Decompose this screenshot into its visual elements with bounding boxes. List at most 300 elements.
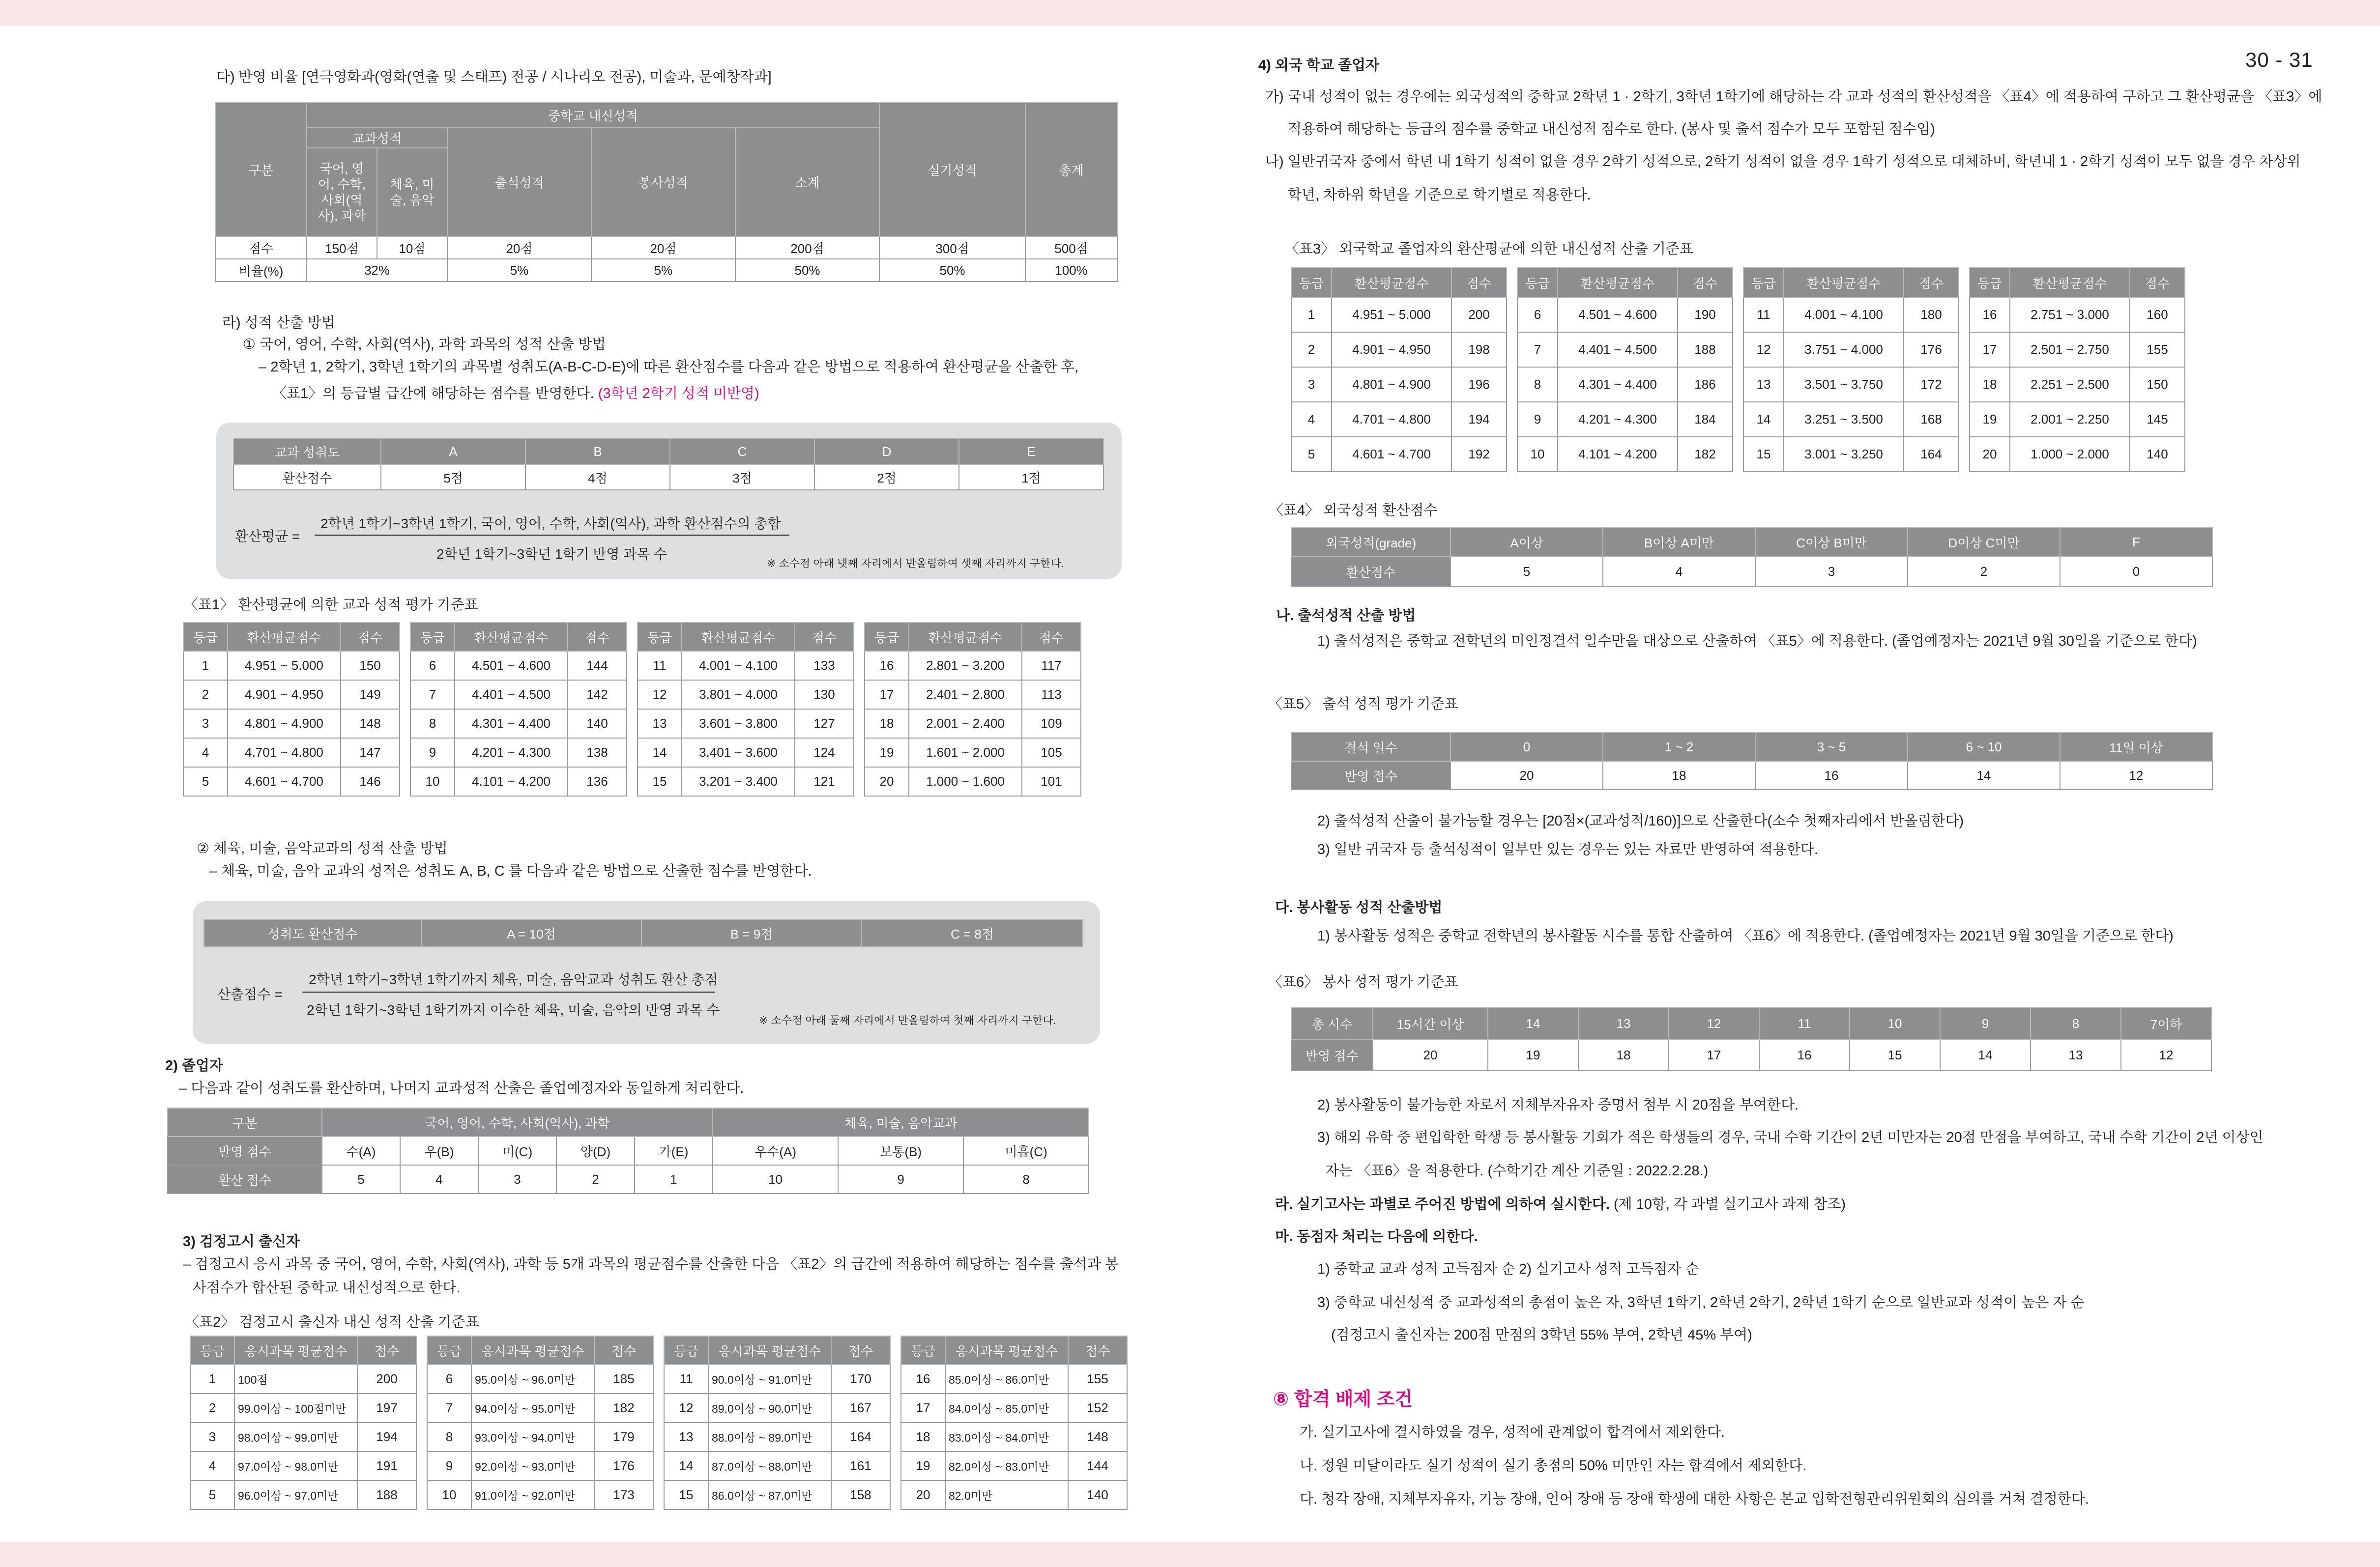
col-header: 등급 [1291, 268, 1332, 297]
table6: 총 시수 15시간 이상 14 13 12 11 10 9 8 7이하 반영 점수 20 19 18 17 16 15 14 13 12 [1291, 1007, 2212, 1071]
table-cell: 150 [2130, 367, 2185, 402]
exclusion-na: 나. 정원 미달이라도 실기 성적이 실기 총점의 50% 미만인 자는 합격에서 제외한다. [1300, 1458, 1807, 1474]
table-cell: 82.0미만 [945, 1481, 1068, 1510]
table-cell: 4 [1291, 402, 1332, 437]
table-cell: 197 [357, 1394, 416, 1423]
table-cell: 17 [865, 680, 909, 709]
table-cell: 2.251 ~ 2.500 [2010, 367, 2130, 402]
table-row [190, 1481, 1127, 1510]
table-cell: 92.0이상 ~ 93.0미만 [471, 1452, 594, 1481]
col-header: 등급 [901, 1336, 945, 1365]
table-cell: 188 [1678, 332, 1733, 367]
table-cell: 2.001 ~ 2.400 [909, 709, 1022, 738]
table-cell: 3 [183, 709, 228, 738]
table-row [1291, 402, 2185, 437]
col-header: 점수 [1022, 623, 1081, 651]
table-cell: 190 [1678, 297, 1733, 332]
page-number: 30 - 31 [2245, 48, 2313, 71]
table-cell: 192 [1451, 437, 1507, 472]
table-cell: 133 [795, 651, 854, 680]
graduate-desc: – 다음과 같이 성취도를 환산하며, 나머지 교과성적 산출은 졸업예정자와 동일하게 처리한다. [179, 1081, 744, 1096]
table-cell: 191 [357, 1452, 416, 1481]
col-header: 등급 [638, 623, 682, 651]
table-cell: 7 [427, 1394, 471, 1423]
item2-title: ② 체육, 미술, 음악교과의 성적 산출 방법 [197, 841, 448, 856]
col-header: 등급 [427, 1336, 471, 1365]
table-cell: 194 [1451, 402, 1507, 437]
table-cell: 13 [638, 709, 682, 738]
t3-grid [1291, 267, 2185, 472]
table-cell: 17 [901, 1394, 945, 1423]
attend-3: 3) 일반 귀국자 등 출석성적이 일부만 있는 경우는 있는 자료만 반영하여 적용한다. [1317, 842, 1818, 857]
table-cell: 148 [1068, 1423, 1127, 1452]
table-cell: 2.501 ~ 2.750 [2010, 332, 2130, 367]
table-cell: 168 [1904, 402, 1959, 437]
table-cell: 14 [638, 738, 682, 767]
table-cell: 95.0이상 ~ 96.0미만 [471, 1365, 594, 1394]
table-cell: 140 [568, 709, 627, 738]
col-header: 등급 [410, 623, 455, 651]
table-cell: 3.001 ~ 3.250 [1784, 437, 1904, 472]
table-cell: 91.0이상 ~ 92.0미만 [471, 1481, 594, 1510]
table-cell: 88.0이상 ~ 89.0미만 [708, 1423, 831, 1452]
col-header: 점수 [1068, 1336, 1127, 1365]
col-header: 환산평균점수 [455, 623, 568, 651]
hdr-subject: 교과성적 [307, 127, 447, 148]
table-cell: 18 [865, 709, 909, 738]
hdr-pe: 체육, 미술, 음악 [377, 148, 447, 236]
table-cell: 10 [410, 767, 455, 796]
table-cell: 8 [410, 709, 455, 738]
table-cell: 16 [865, 651, 909, 680]
table-cell: 2 [183, 680, 228, 709]
table-cell: 4.101 ~ 4.200 [1558, 437, 1678, 472]
heading-ratio: 다) 반영 비율 [연극영화과(영화(연출 및 스태프) 전공 / 시나리오 전공), 미술과, 문예창작과] [216, 69, 772, 85]
table-cell: 6 [1517, 297, 1558, 332]
table-cell: 15 [1743, 437, 1784, 472]
table-cell: 18 [901, 1423, 945, 1452]
foreign-ga-1: 가) 국내 성적이 없는 경우에는 외국성적의 중학교 2학년 1 · 2학기, 3학년 1학기에 해당하는 각 교과 성적의 환산성적을 〈표4〉에 적용하여 구하고 그 환산평균을 〈표3〉에 [1265, 89, 2322, 105]
foreign-ga-2: 적용하여 해당하는 등급의 점수를 중학교 내신성적 점수로 한다. (봉사 및 출석 점수가 모두 포함된 점수임) [1288, 121, 1935, 137]
table-cell: 180 [1904, 297, 1959, 332]
table-cell: 4.101 ~ 4.200 [455, 767, 568, 796]
hdr-middle-school: 중학교 내신성적 [307, 103, 879, 127]
foreign-title: 4) 외국 학교 졸업자 [1258, 57, 1380, 73]
table-cell: 6 [410, 651, 455, 680]
avg-note: ※ 소수점 아래 넷째 자리에서 반올림하여 셋째 자리까지 구한다. [767, 557, 1064, 570]
table-cell: 5 [190, 1481, 234, 1510]
attend-1: 1) 출석성적은 중학교 전학년의 미인정결석 일수만을 대상으로 산출하여 〈표5〉에 적용한다. (졸업예정자는 2021년 9월 30일을 기준으로 한다) [1317, 633, 2197, 649]
table-row [190, 1365, 1127, 1394]
table-cell: 3.251 ~ 3.500 [1784, 402, 1904, 437]
table-cell: 4.501 ~ 4.600 [1558, 297, 1678, 332]
table5-title: 〈표5〉 출석 성적 평가 기준표 [1268, 696, 1458, 712]
table-cell: 7 [1517, 332, 1558, 367]
table-cell: 121 [795, 767, 854, 796]
table-cell: 11 [638, 651, 682, 680]
table-cell: 3.201 ~ 3.400 [682, 767, 795, 796]
table-cell: 117 [1022, 651, 1081, 680]
col-header: 환산평균점수 [2010, 268, 2130, 297]
table-cell: 184 [1678, 402, 1733, 437]
table-cell: 99.0이상 ~ 100점미만 [234, 1394, 357, 1423]
hdr-total: 총계 [1025, 103, 1117, 236]
table-cell: 18 [1970, 367, 2010, 402]
graduate-table: 구분 국어, 영어, 수학, 사회(역사), 과학 체육, 미술, 음악교과 반영 점수 수(A) 우(B) 미(C) 양(D) 가(E) 우수(A) 보통(B) 미흡(C) 환산 점수 5 4 3 2 1 10 9 8 [167, 1108, 1089, 1194]
table-cell: 1 [190, 1365, 234, 1394]
table-cell: 14 [1743, 402, 1784, 437]
table-cell: 142 [568, 680, 627, 709]
table-cell: 16 [1970, 297, 2010, 332]
table-cell: 4.201 ~ 4.300 [1558, 402, 1678, 437]
table-cell: 3 [1291, 367, 1332, 402]
table-row [183, 680, 1081, 709]
volunteer-3b: 자는 〈표6〉을 적용한다. (수학기간 계산 기준일 : 2022.2.28.) [1325, 1163, 1709, 1179]
table5: 결석 일수 0 1 ~ 2 3 ~ 5 6 ~ 10 11일 이상 반영 점수 20 18 16 14 12 [1291, 732, 2213, 790]
table-cell: 3.801 ~ 4.000 [682, 680, 795, 709]
foreign-na-2: 학년, 차하위 학년을 기준으로 학기별로 적용한다. [1288, 187, 1591, 203]
table-cell: 172 [1904, 367, 1959, 402]
col-header: 점수 [831, 1336, 890, 1365]
table-cell: 13 [1743, 367, 1784, 402]
hdr-practical: 실기성적 [879, 103, 1025, 236]
table-cell: 4.801 ~ 4.900 [228, 709, 341, 738]
table-cell: 4 [190, 1452, 234, 1481]
table-cell: 4.201 ~ 4.300 [455, 738, 568, 767]
hdr-kor: 국어, 영어, 수학, 사회(역사), 과학 [307, 148, 377, 236]
tie-title: 마. 동점자 처리는 다음에 의한다. [1275, 1229, 1478, 1245]
table-cell: 4.001 ~ 4.100 [1784, 297, 1904, 332]
pe-denominator: 2학년 1학기~3학년 1학기까지 이수한 체육, 미술, 음악의 반영 과목 수 [307, 1002, 720, 1018]
table-cell: 2.001 ~ 2.250 [2010, 402, 2130, 437]
table-cell: 14 [664, 1452, 708, 1481]
col-header: 환산평균점수 [1332, 268, 1451, 297]
table-cell: 19 [901, 1452, 945, 1481]
table-cell: 149 [341, 680, 400, 709]
table-cell: 113 [1022, 680, 1081, 709]
table-cell: 170 [831, 1365, 890, 1394]
table-cell: 4.701 ~ 4.800 [1332, 402, 1451, 437]
table-cell: 1.000 ~ 1.600 [909, 767, 1022, 796]
avg-label: 환산평균 = [235, 529, 300, 544]
table-cell: 9 [1517, 402, 1558, 437]
pe-note: ※ 소수점 아래 둘째 자리에서 반올림하여 첫째 자리까지 구한다. [759, 1014, 1056, 1026]
avg-denominator: 2학년 1학기~3학년 1학기 반영 과목 수 [436, 546, 668, 562]
table-cell: 1.000 ~ 2.000 [2010, 437, 2130, 472]
table-cell: 4.301 ~ 4.400 [455, 709, 568, 738]
hdr-subtotal: 소계 [735, 127, 879, 236]
table-cell: 87.0이상 ~ 88.0미만 [708, 1452, 831, 1481]
table-cell: 140 [2130, 437, 2185, 472]
table-cell: 19 [865, 738, 909, 767]
table-cell: 15 [638, 767, 682, 796]
t2-grid [190, 1336, 1128, 1510]
table-cell: 9 [410, 738, 455, 767]
col-header: 등급 [1743, 268, 1784, 297]
table-cell: 4.901 ~ 4.950 [1332, 332, 1451, 367]
table-cell: 148 [341, 709, 400, 738]
table-cell: 196 [1451, 367, 1507, 402]
table-cell: 86.0이상 ~ 87.0미만 [708, 1481, 831, 1510]
table-cell: 160 [2130, 297, 2185, 332]
tie-3b: (검정고시 출신자는 200점 만점의 3학년 55% 부여, 2학년 45% 부여) [1331, 1327, 1752, 1343]
table-cell: 5 [183, 767, 228, 796]
table-cell: 100점 [234, 1365, 357, 1394]
table-cell: 164 [831, 1423, 890, 1452]
exclusion-ga: 가. 실기고사에 결시하였을 경우, 성적에 관계없이 합격에서 제외한다. [1300, 1425, 1725, 1440]
table-row [183, 767, 1081, 796]
table-cell: 8 [427, 1423, 471, 1452]
table-cell: 164 [1904, 437, 1959, 472]
table-cell: 200 [1451, 297, 1507, 332]
table-cell: 155 [1068, 1365, 1127, 1394]
table-cell: 89.0이상 ~ 90.0미만 [708, 1394, 831, 1423]
col-header: 등급 [183, 623, 228, 651]
table-cell: 11 [664, 1365, 708, 1394]
table-cell: 20 [865, 767, 909, 796]
attend-title: 나. 출석성적 산출 방법 [1276, 608, 1416, 624]
table-cell: 4.601 ~ 4.700 [1332, 437, 1451, 472]
table-cell: 4.401 ~ 4.500 [1558, 332, 1678, 367]
col-header: 환산평균점수 [1784, 268, 1904, 297]
table6-title: 〈표6〉 봉사 성적 평가 기준표 [1268, 974, 1458, 990]
table-cell: 138 [568, 738, 627, 767]
table-cell: 2 [190, 1394, 234, 1423]
top-band [0, 0, 2380, 26]
table-cell: 10 [427, 1481, 471, 1510]
table-cell: 4 [183, 738, 228, 767]
table-cell: 4.801 ~ 4.900 [1332, 367, 1451, 402]
col-header: 응시과목 평균점수 [234, 1336, 357, 1365]
table-cell: 84.0이상 ~ 85.0미만 [945, 1394, 1068, 1423]
col-header: 환산평균점수 [228, 623, 341, 651]
table-cell: 147 [341, 738, 400, 767]
volunteer-2: 2) 봉사활동이 불가능한 자로서 지체부자유자 증명서 첨부 시 20점을 부여한다. [1317, 1097, 1799, 1113]
table-cell: 182 [594, 1394, 653, 1423]
table-cell: 3.601 ~ 3.800 [682, 709, 795, 738]
table-cell: 105 [1022, 738, 1081, 767]
col-header: 등급 [1517, 268, 1558, 297]
table-cell: 94.0이상 ~ 95.0미만 [471, 1394, 594, 1423]
t1-grid [183, 622, 1081, 797]
pe-fraction-line [302, 992, 715, 993]
table-cell: 182 [1678, 437, 1733, 472]
item1-red-note: (3학년 2학기 성적 미반영) [598, 386, 759, 401]
col-header: 등급 [865, 623, 909, 651]
table-cell: 4.601 ~ 4.700 [228, 767, 341, 796]
table-cell: 1 [183, 651, 228, 680]
hdr-volunteer: 봉사성적 [591, 127, 735, 236]
table-cell: 20 [1970, 437, 2010, 472]
table-cell: 3.501 ~ 3.750 [1784, 367, 1904, 402]
table-cell: 188 [357, 1481, 416, 1510]
col-header: 환산평균점수 [909, 623, 1022, 651]
table-cell: 6 [427, 1365, 471, 1394]
table-cell: 3.751 ~ 4.000 [1784, 332, 1904, 367]
table-row [190, 1394, 1127, 1423]
table-cell: 3.401 ~ 3.600 [682, 738, 795, 767]
table-cell: 10 [1517, 437, 1558, 472]
table-cell: 3 [190, 1423, 234, 1452]
col-header: 응시과목 평균점수 [708, 1336, 831, 1365]
table-cell: 130 [795, 680, 854, 709]
table-cell: 9 [427, 1452, 471, 1481]
ged-desc2: 사점수가 합산된 중학교 내신성적으로 한다. [193, 1280, 461, 1296]
table-cell: 98.0이상 ~ 99.0미만 [234, 1423, 357, 1452]
ratio-row-percent: 비율(%) 32% 5% 5% 50% 50% 100% [215, 259, 1117, 282]
volunteer-1: 1) 봉사활동 성적은 중학교 전학년의 봉사활동 시수를 통합 산출하여 〈표6〉에 적용한다. (졸업예정자는 2021년 9월 30일을 기준으로 한다) [1317, 928, 2174, 944]
ged-desc1: – 검정고시 응시 과목 중 국어, 영어, 수학, 사회(역사), 과학 등 5개 과목의 평균점수를 산출한 다음 〈표2〉의 급간에 적용하여 해당하는 점수를 출석과 봉 [183, 1256, 1119, 1272]
table-cell: 4.951 ~ 5.000 [1332, 297, 1451, 332]
col-header: 점수 [568, 623, 627, 651]
table-cell: 17 [1970, 332, 2010, 367]
exclusion-title: ⑧ 합격 배제 조건 [1273, 1389, 1413, 1410]
table-cell: 167 [831, 1394, 890, 1423]
table-cell: 96.0이상 ~ 97.0미만 [234, 1481, 357, 1510]
tie-3: 3) 중학교 내신성적 중 교과성적의 총점이 높은 자, 3학년 1학기, 2학년 2학기, 2학년 1학기 순으로 일반교과 성적이 높은 자 순 [1317, 1295, 2085, 1311]
table-cell: 194 [357, 1423, 416, 1452]
practical-note: 라. 실기고사는 과별로 주어진 방법에 의하여 실시한다. (제 10항, 각 과별 실기고사 과제 참조) [1275, 1197, 1846, 1212]
table-row [1291, 367, 2185, 402]
table-cell: 2.401 ~ 2.800 [909, 680, 1022, 709]
table-cell: 146 [341, 767, 400, 796]
table-cell: 158 [831, 1481, 890, 1510]
table-cell: 97.0이상 ~ 98.0미만 [234, 1452, 357, 1481]
table-row [183, 651, 1081, 680]
volunteer-title: 다. 봉사활동 성적 산출방법 [1275, 900, 1443, 915]
bottom-band [0, 1542, 2380, 1567]
table-cell: 150 [341, 651, 400, 680]
table-cell: 2 [1291, 332, 1332, 367]
ratio-row-score: 점수 150점 10점 20점 20점 200점 300점 500점 [215, 236, 1117, 259]
table-cell: 136 [568, 767, 627, 796]
item1-desc1: – 2학년 1, 2학기, 3학년 1학기의 과목별 성취도(A-B-C-D-E)에 따른 환산점수를 다음과 같은 방법으로 적용하여 환산평균을 산출한 후, [259, 359, 1079, 375]
table-cell: 12 [638, 680, 682, 709]
hdr-gubun: 구분 [215, 103, 307, 236]
attend-2: 2) 출석성적 산출이 불가능할 경우는 [20점×(교과성적/160)]으로 산출한다(소수 첫째자리에서 반올림한다) [1317, 813, 1964, 829]
table-row [1291, 437, 2185, 472]
table-cell: 176 [594, 1452, 653, 1481]
table-cell: 4.951 ~ 5.000 [228, 651, 341, 680]
table1-title: 〈표1〉 환산평균에 의한 교과 성적 평가 기준표 [184, 597, 478, 613]
table-cell: 144 [568, 651, 627, 680]
table-cell: 152 [1068, 1394, 1127, 1423]
table-cell: 4.501 ~ 4.600 [455, 651, 568, 680]
avg-fraction-line [315, 535, 789, 536]
col-header: 점수 [2130, 268, 2185, 297]
table-cell: 145 [2130, 402, 2185, 437]
table-row [1291, 297, 2185, 332]
col-header: 점수 [357, 1336, 416, 1365]
col-header: 점수 [594, 1336, 653, 1365]
tie-1: 1) 중학교 교과 성적 고득점자 순 2) 실기고사 성적 고득점자 순 [1317, 1261, 1699, 1277]
conversion-table: 교과 성취도 A B C D E 환산점수 5점 4점 3점 2점 1점 [233, 438, 1104, 490]
table-row [190, 1423, 1127, 1452]
table-cell: 90.0이상 ~ 91.0미만 [708, 1365, 831, 1394]
table-cell: 13 [664, 1423, 708, 1452]
table-cell: 7 [410, 680, 455, 709]
col-header: 환산평균점수 [682, 623, 795, 651]
table-cell: 1 [1291, 297, 1332, 332]
table-cell: 2.751 ~ 3.000 [2010, 297, 2130, 332]
exclusion-da: 다. 청각 장애, 지체부자유자, 기능 장애, 언어 장애 등 장애 학생에 대한 사항은 본교 입학전형관리위원회의 심의를 거쳐 결정한다. [1300, 1491, 2089, 1507]
item1-desc2: 〈표1〉의 등급별 급간에 해당하는 점수를 반영한다. (3학년 2학기 성적 미반영) [272, 386, 759, 401]
table-cell: 1.601 ~ 2.000 [909, 738, 1022, 767]
table2-title: 〈표2〉 검정고시 출신자 내신 성적 산출 기준표 [185, 1314, 479, 1330]
table-cell: 2.801 ~ 3.200 [909, 651, 1022, 680]
table-row [183, 709, 1081, 738]
col-header: 응시과목 평균점수 [471, 1336, 594, 1365]
table-cell: 4.301 ~ 4.400 [1558, 367, 1678, 402]
table3-title: 〈표3〉 외국학교 졸업자의 환산평균에 의한 내신성적 산출 기준표 [1285, 241, 1693, 257]
table-cell: 124 [795, 738, 854, 767]
ged-title: 3) 검정고시 출신자 [183, 1234, 300, 1250]
table-cell: 127 [795, 709, 854, 738]
table-cell: 8 [1517, 367, 1558, 402]
table-cell: 4.701 ~ 4.800 [228, 738, 341, 767]
table-cell: 15 [664, 1481, 708, 1510]
pe-numerator: 2학년 1학기~3학년 1학기까지 체육, 미술, 음악교과 성취도 환산 총점 [309, 972, 718, 987]
table-cell: 144 [1068, 1452, 1127, 1481]
col-header: 등급 [190, 1336, 234, 1365]
graduate-title: 2) 졸업자 [165, 1058, 223, 1074]
ratio-table [215, 102, 1118, 282]
table4: 외국성적(grade) A이상 B이상 A미만 C이상 B미만 D이상 C미만 F 환산점수 5 4 3 2 0 [1291, 527, 2213, 587]
table4-title: 〈표4〉 외국성적 환산점수 [1269, 503, 1438, 518]
table-cell: 155 [2130, 332, 2185, 367]
heading-calc: 라) 성적 산출 방법 [222, 315, 335, 331]
col-header: 등급 [664, 1336, 708, 1365]
table-cell: 11 [1743, 297, 1784, 332]
table-cell: 4.401 ~ 4.500 [455, 680, 568, 709]
hdr-attend: 출석성적 [447, 127, 591, 236]
item1-title: ① 국어, 영어, 수학, 사회(역사), 과학 과목의 성적 산출 방법 [243, 337, 606, 352]
table-cell: 198 [1451, 332, 1507, 367]
col-header: 점수 [1451, 268, 1507, 297]
table-cell: 101 [1022, 767, 1081, 796]
table-cell: 85.0이상 ~ 86.0미만 [945, 1365, 1068, 1394]
table-row [183, 738, 1081, 767]
pe-label: 산출점수 = [217, 987, 283, 1002]
table-row [1291, 332, 2185, 367]
table-cell: 185 [594, 1365, 653, 1394]
table-cell: 16 [901, 1365, 945, 1394]
table-cell: 161 [831, 1452, 890, 1481]
item2-desc: – 체육, 미술, 음악 교과의 성적은 성취도 A, B, C 를 다음과 같은 방법으로 산출한 점수를 반영한다. [209, 863, 812, 879]
table-row [190, 1452, 1127, 1481]
table-cell: 4.001 ~ 4.100 [682, 651, 795, 680]
col-header: 응시과목 평균점수 [945, 1336, 1068, 1365]
volunteer-3a: 3) 해외 유학 중 편입학한 학생 등 봉사활동 기회가 적은 학생들의 경우, 국내 수학 기간이 2년 미만자는 20점 만점을 부여하고, 국내 수학 기간이 2년 이상인 [1317, 1130, 2264, 1145]
table-cell: 4.901 ~ 4.950 [228, 680, 341, 709]
col-header: 점수 [1678, 268, 1733, 297]
pe-table: 성취도 환산점수 A = 10점 B = 9점 C = 8점 [203, 919, 1083, 947]
table-cell: 82.0이상 ~ 83.0미만 [945, 1452, 1068, 1481]
table-cell: 93.0이상 ~ 94.0미만 [471, 1423, 594, 1452]
table-cell: 12 [1743, 332, 1784, 367]
table-cell: 186 [1678, 367, 1733, 402]
col-header: 점수 [341, 623, 400, 651]
table-cell: 176 [1904, 332, 1959, 367]
table-cell: 19 [1970, 402, 2010, 437]
table-cell: 173 [594, 1481, 653, 1510]
col-header: 점수 [795, 623, 854, 651]
col-header: 등급 [1970, 268, 2010, 297]
col-header: 점수 [1904, 268, 1959, 297]
avg-numerator: 2학년 1학기~3학년 1학기, 국어, 영어, 수학, 사회(역사), 과학 환산점수의 총합 [320, 516, 781, 531]
table-cell: 12 [664, 1394, 708, 1423]
table-cell: 200 [357, 1365, 416, 1394]
